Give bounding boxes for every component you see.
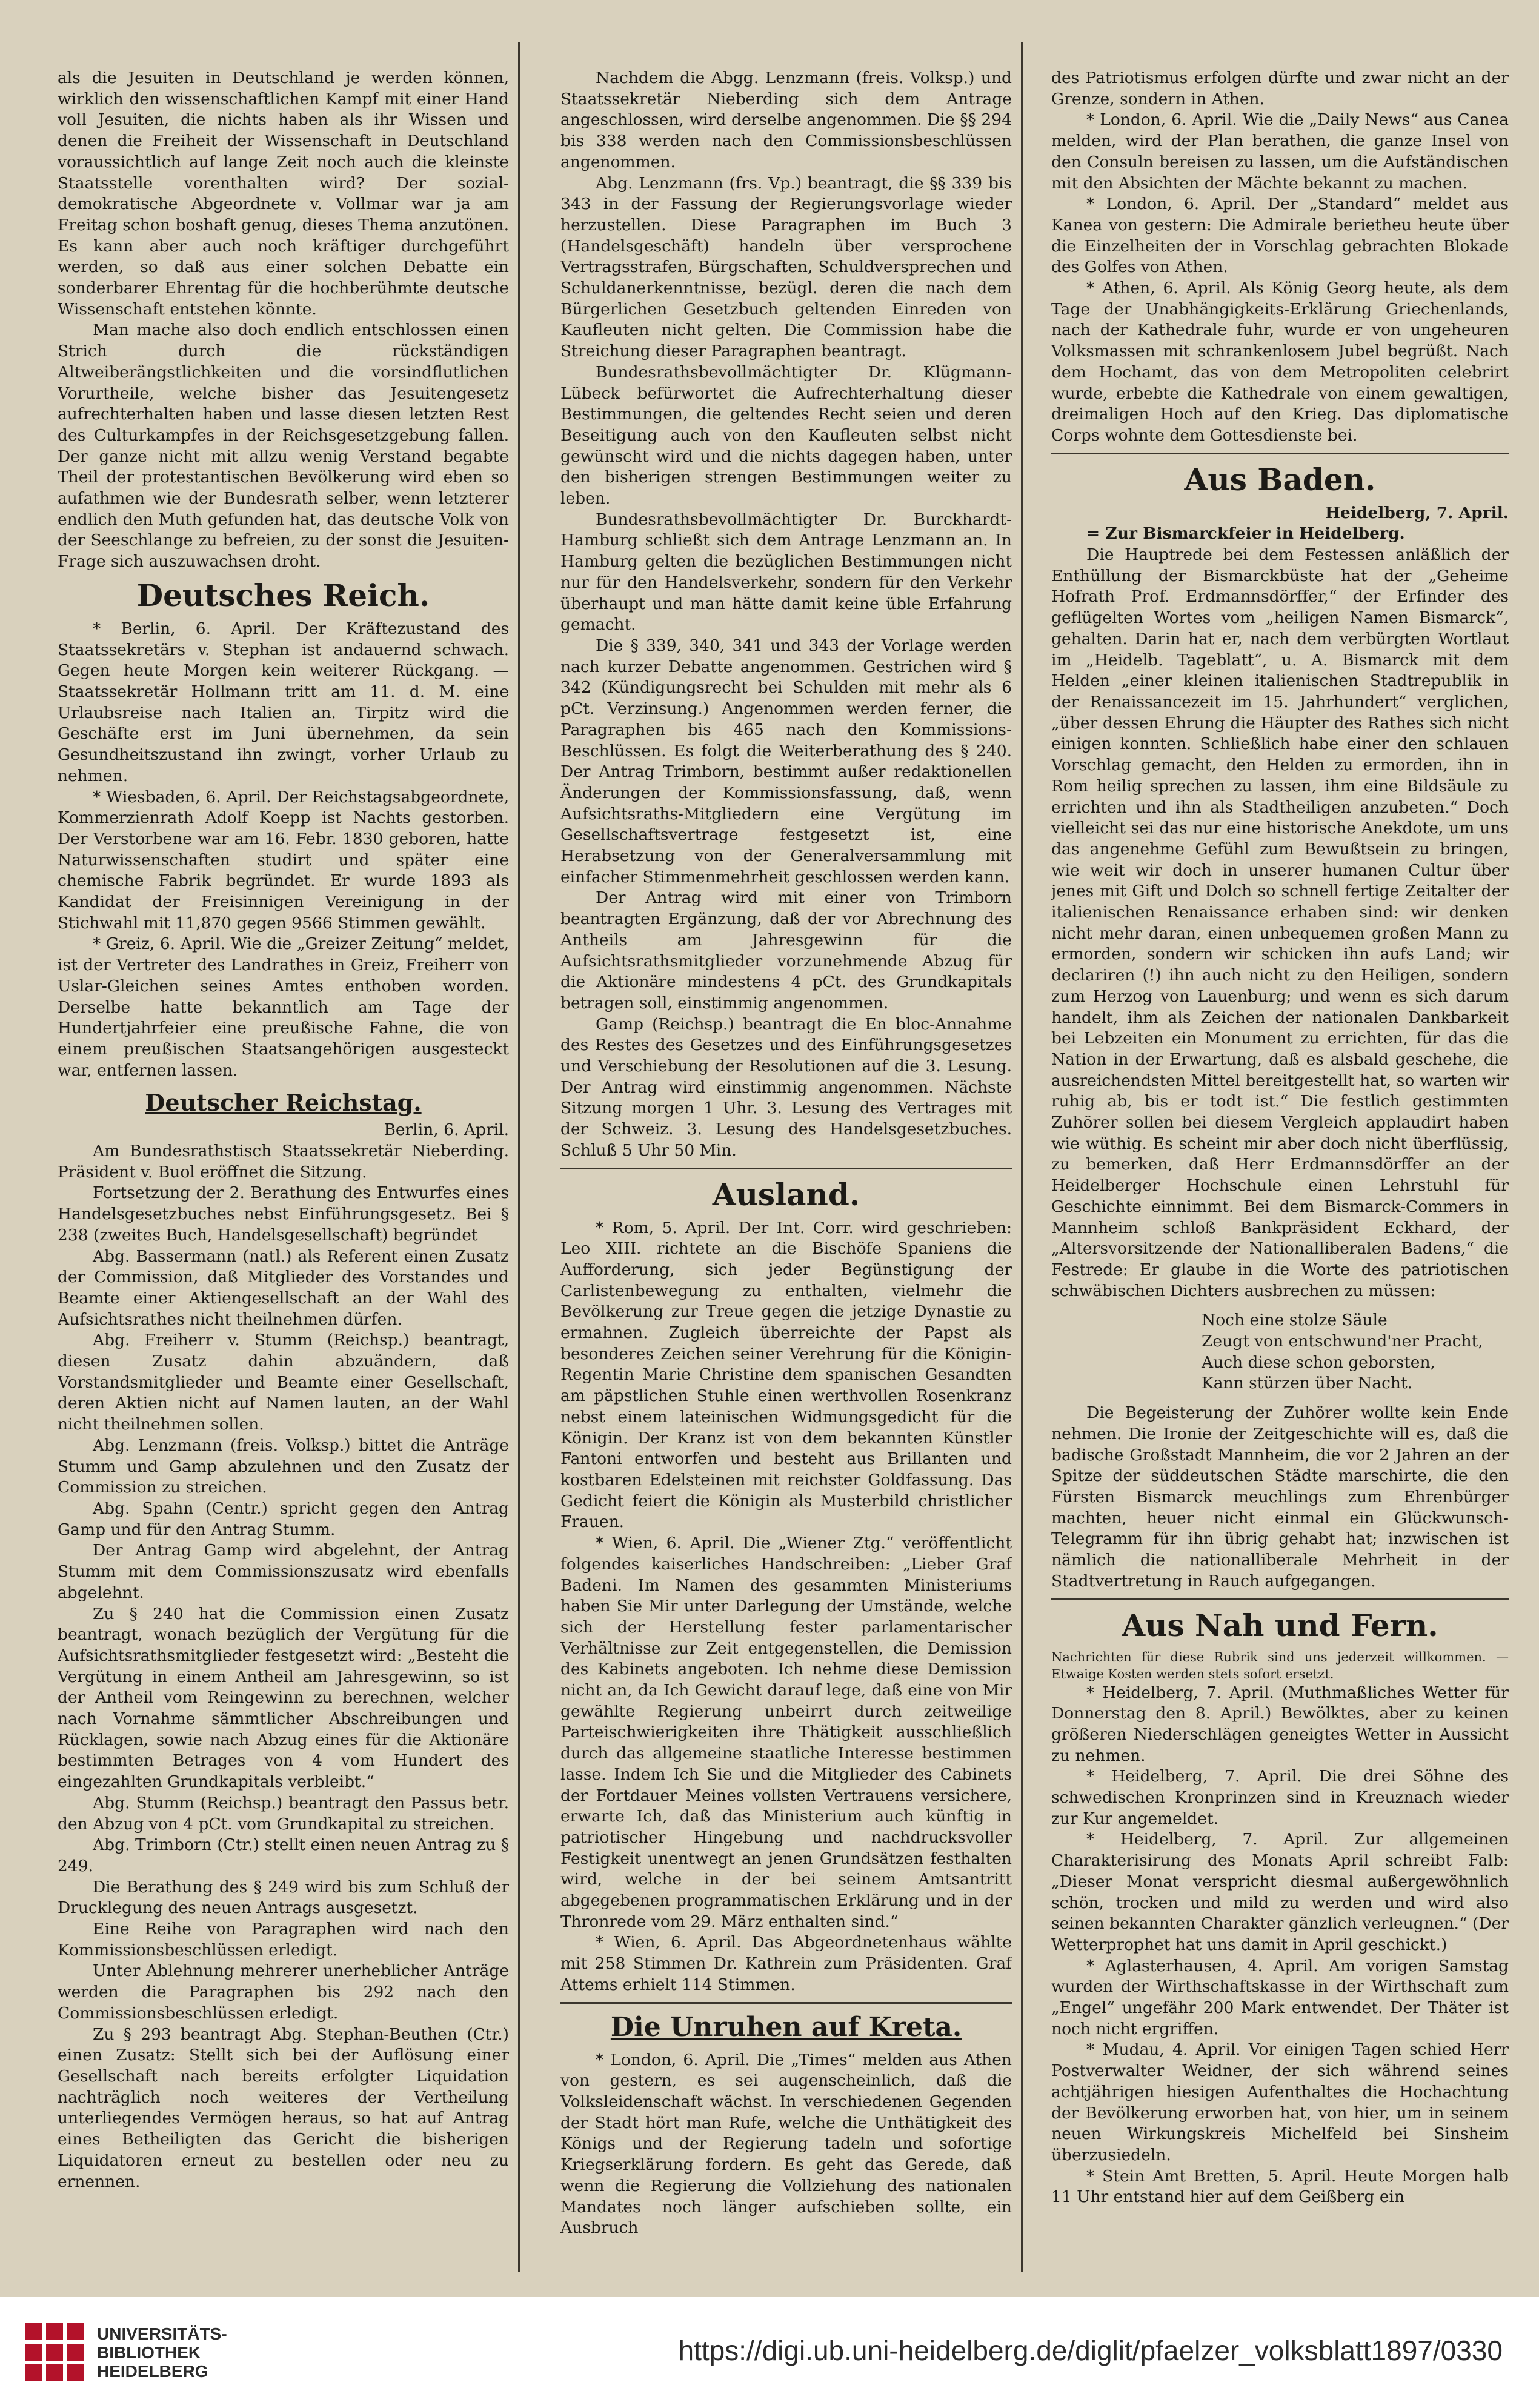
news-item: * Mudau, 4. April. Vor einigen Tagen schied Herr Postverwalter Weidner, der sich während seines achtjährigen hiesigen Aufenthaltes die Hochachtung der Bevölkerung erworben hat, von hier, um in seinem neuen Wirkungskreis Michelfeld bei Sinsheim überzusiedeln. <box>1051 2040 1509 2164</box>
news-item: Abg. Trimborn (Ctr.) stellt einen neuen Antrag zu § 249. <box>58 1835 509 1875</box>
paragraph: als die Jesuiten in Deutschland je werden können, wirklich den wissenschaftlichen Kampf mit einer Hand voll Jesuiten, die nichts haben als ihr Wissen und denen die Freiheit der Wissenschaft in Deutschland voraussichtlich auf lange Zeit noch auch die kleinste Staatsstelle vorenthalten wird? Der sozial-demokratische Abgeordnete v. Vollmar war ja am Freitag schon boshaft genug, dieses Thema anzutönen. Es kann aber auch noch kräftiger durchgeführt werden, so daß aus einer solchen Debatte ein sonderbarer Ehrentag für die hochberühmte deutsche Wissenschaft entstehen könnte. <box>58 68 509 319</box>
paragraph: Abg. Lenzmann (frs. Vp.) beantragt, die §§ 339 bis 343 in der Fassung der Regierungsvorlage wieder herzustellen. Diese Paragraphen im Buch 3 (Handelsgeschäft) handeln über versprochene Vertragsstrafen, Bürgschaften, Schuldversprechen und Schuldanerkenntnisse, bezügl. deren die nach dem Bürgerlichen Gesetzbuch geltenden Einreden von Kaufleuten nicht gelten. Die Commission habe die Streichung dieser Paragraphen beantragt. <box>560 173 1012 361</box>
news-item: * Aglasterhausen, 4. April. Am vorigen Samstag wurden der Wirthschaftskasse in der Wirthschaft zum „Engel“ ungefähr 200 Mark entwendet. Der Thäter ist noch nicht ergriffen. <box>1051 1956 1509 2038</box>
dateline: Berlin, 6. April. <box>384 1120 509 1140</box>
news-item: Die Begeisterung der Zuhörer wollte kein Ende nehmen. Die Ironie der Zeitgeschichte will es, daß die badische Großstadt Mannheim, die vor 2 Jahren an der Spitze der süddeutschen Städte marschirte, die den Fürsten Bismarck meuchlings zum Ehrenbürger machten, heuer nicht einmal ein Glückwunsch-Telegramm für ihn übrig gehabt hat; inzwischen ist nämlich die nationalliberale Mehrheit in der Stadtvertretung in Rauch aufgegangen. <box>1051 1403 1509 1591</box>
divider <box>560 2002 1012 2004</box>
source-url-link[interactable]: https://digi.ub.uni-heidelberg.de/diglit/pfaelzer_volksblatt1897/0330 <box>678 2335 1503 2366</box>
news-item: * Heidelberg, 7. April. Die drei Söhne des schwedischen Kronprinzen sind in Kreuznach wieder zur Kur angemeldet. <box>1051 1767 1509 1828</box>
news-item: Der Antrag Gamp wird abgelehnt, der Antrag Stumm mit dem Commissionszusatz wird ebenfalls abgelehnt. <box>58 1541 509 1602</box>
paragraph: Der Antrag wird mit einer von Trimborn beantragten Ergänzung, daß der vor Abrechnung des Antheils am Jahresgewinn für die Aufsichtsrathsmitglieder vorzunehmende Abzug für die Aktionäre mindestens 4 pCt. des Grundkapitals betragen soll, einstimmig angenommen. <box>560 888 1012 1013</box>
divider <box>1051 453 1509 454</box>
news-item: Die Hauptrede bei dem Festessen anläßlich der Enthüllung der Bismarckbüste hat der „Geheime Hofrath Prof. Erdmannsdörffer,“ der Erfinder des geflügelten Wortes vom „heiligen Namen Bismarck“, gehalten. Darin hat er, nach dem verbürgten Wortlaut im „Heidelb. Tageblatt“, u. A. Bismarck mit dem Helden „einer kleinen italienischen Stadtrepublik in der Renaissancezeit im 15. Jahrhundert“ verglichen, „über dessen Ehrung die Häupter des Rathes sich nicht einigen konnten. Schließlich habe einer den schlauen Vorschlag gemacht, den Helden zu ermorden, ihn in Rom heilig sprechen zu lassen, ihm eine Bildsäule zu errichten und ihn als Stadtheiligen anzubeten.“ Doch vielleicht sei das nur eine historische Anekdote, um uns das angenehme Gefühl zum Bewußtsein zu bringen, wie weit wir doch in unserer humanen Cultur über jenes mit Gift und Dolch so schnell fertige Zeitalter der italienischen Renaissance erhaben sind: wir denken nicht mehr daran, einen unbequemen großen Mann zu ermorden, sondern wir schicken ihn aufs Land; wir declariren (!) ihn auch nicht zu den Heiligen, sondern zum Herzog von Lauenburg; und wenn es sich darum handelt, ihm als Zeichen der nationalen Dankbarkeit bei Lebzeiten ein Monument zu errichten, für das die Nation in der Erwartung, daß es alsbald geschehe, die ausreichendsten Mittel bereitgestellt hat, so warten wir ruhig ab, bis er todt ist.“ Die festlich gestimmten Zuhörer sollen bei diesem Vergleich applaudirt haben wie wüthig. Es scheint mir aber doch nicht überflüssig, zu bemerken, daß Herr Erdmannsdörffer an der Heidelberger Hochschule einen Lehrstuhl für Geschichte einnimmt. Bei dem Bismarck-Commers in Mannheim schloß Bankpräsident Eckhard, der „Altersvorsitzende der Nationalliberalen Badens,“ die Festrede: Er glaube in die Worte des patriotischen schwäbischen Dichters ausbrechen zu müssen: <box>1051 545 1509 1300</box>
news-item: Eine Reihe von Paragraphen wird nach den Kommissionsbeschlüssen erledigt. <box>58 1920 509 1960</box>
column-3 <box>1051 68 1509 2273</box>
news-item: * London, 6. April. Wie die „Daily News“ aus Canea melden, wird der Plan berathen, die ganze Insel von den Consuln bereisen zu lassen, um die Aufständischen mit den Absichten der Mächte bekannt zu machen. <box>1051 110 1509 193</box>
institution-line: UNIVERSITÄTS- <box>97 2324 227 2343</box>
divider <box>1051 1598 1509 1600</box>
verse-block <box>1051 1310 1509 1394</box>
news-item: * London, 6. April. Der „Standard“ meldet aus Kanea von gestern: Die Admirale berietheu heute über die Einzelheiten der in Vorschlag gebrachten Blokade des Golfes von Athen. <box>1051 195 1509 277</box>
column-1 <box>58 68 509 2273</box>
news-item: * Rom, 5. April. Der Int. Corr. wird geschrieben: Leo XIII. richtete an die Bischöfe Spaniens die Aufforderung, sich jeder Begünstigung der Carlistenbewegung zu enthalten, vielmehr die Bevölkerung zur Treue gegen die jetzige Dynastie zu ermahnen. Zugleich überreichte der Papst als besonderes Zeichen seiner Verehrung für die Königin-Regentin Marie Christine dem spanischen Gesandten am päpstlichen Stuhle einen werthvollen Rosenkranz nebst einem lateinischen Widmungsgedicht für die Königin. Der Kranz ist von dem bekannten Künstler Fantoni entworfen und besteht aus Brillanten und kostbaren Edelsteinen mit reichster Goldfassung. Das Gedicht feiert die Königin als Musterbild christlicher Frauen. <box>560 1218 1012 1532</box>
institution-line: BIBLIOTHEK <box>97 2343 201 2362</box>
news-item: * Wiesbaden, 6. April. Der Reichstagsabgeordnete, Kommerzienrath Adolf Koepp ist Nachts gestorben. Der Verstorbene war am 16. Febr. 1830 geboren, hatte Naturwissenschaften studirt und später eine chemische Fabrik begründet. Er wurde 1893 als Kandidat der Freisinnigen Vereinigung in der Stichwahl mit 11,870 gegen 9566 Stimmen gewählt. <box>58 787 509 933</box>
news-item: Abg. Spahn (Centr.) spricht gegen den Antrag Gamp und für den Antrag Stumm. <box>58 1499 509 1539</box>
news-item: * Stein Amt Bretten, 5. April. Heute Morgen halb 11 Uhr entstand hier auf dem Geißberg ein <box>1051 2166 1509 2207</box>
paragraph: Bundesrathsbevollmächtigter Dr. Burckhardt-Hamburg schließt sich dem Antrage Lenzmann an. In Hamburg gelten die bezüglichen Bestimmungen nicht nur für den Handelsverkehr, sondern für den Verkehr überhaupt und man hätte damit keine üble Erfahrung gemacht. <box>560 510 1012 634</box>
institution-line: HEIDELBERG <box>97 2362 208 2381</box>
news-item: Abg. Freiherr v. Stumm (Reichsp.) beantragt, diesen Zusatz dahin abzuändern, daß Vorstandsmitglieder und Beamte einer Gesellschaft, deren Aktien nicht auf Namen lauten, an der Wahl nicht theilnehmen sollen. <box>58 1331 509 1434</box>
col1-top-text <box>58 68 509 573</box>
paragraph: Man mache also doch endlich entschlossen einen Strich durch die rückständigen Altweiberängstlichkeiten und die vorsindflutlichen Vorurtheile, welche bisher das Jesuitengesetz aufrechterhalten haben und lasse diesen letzten Rest des Culturkampfes in der Reichsgesetzgebung fallen. Der ganze nicht mit allzu wenig Verstand begabte Theil der protestantischen Bevölkerung wird eben so aufathmen wie der Bundesrath selber, wenn letzterer endlich den Muth gefunden hat, das deutsche Volk von der Seeschlange zu befreien, zu der sonst die Jesuiten-Frage sich auszuwachsen droht. <box>58 321 509 571</box>
institution-name <box>97 2324 227 2381</box>
verse-line: Noch eine stolze Säule <box>1202 1311 1388 1330</box>
university-library-logo-icon <box>23 2321 86 2384</box>
subtitle: = Zur Bismarckfeier in Heidelberg. <box>1086 524 1405 544</box>
news-item: Die Berathung des § 249 wird bis zum Schluß der Drucklegung des neuen Antrags ausgesetzt. <box>58 1877 509 1918</box>
column-rule <box>1021 42 1023 2272</box>
news-item: Abg. Bassermann (natl.) als Referent einen Zusatz der Commission, daß Mitglieder des Vorstandes und Beamte einer Aktiengesellschaft an der Wahl des Aufsichtsrathes nicht theilnehmen dürfen. <box>58 1246 509 1329</box>
news-item: * Greiz, 6. April. Wie die „Greizer Zeitung“ meldet, ist der Vertreter des Landrathes in Greiz, Freiherr von Uslar-Gleichen seines Amtes enthoben worden. Derselbe hatte bekanntlich am Tage der Hundertjahrfeier eine preußische Fahne, die von einem preußischen Staatsangehörigen ausgesteckt war, entfernen lassen. <box>58 934 509 1080</box>
news-item: Abg. Lenzmann (freis. Volksp.) bittet die Anträge Stumm und Gamp abzulehnen und den Zusatz der Commission zu streichen. <box>58 1435 509 1497</box>
news-item: Unter Ablehnung mehrerer unerheblicher Anträge werden die Paragraphen bis 292 nach den Commissionsbeschlüssen erledigt. <box>58 1961 509 2023</box>
paragraph: Nachdem die Abgg. Lenzmann (freis. Volksp.) und Staatssekretär Nieberding sich dem Antrage angeschlossen, wird derselbe angenommen. Die §§ 294 bis 338 werden nach den Commissionsbeschlüssen angenommen. <box>560 68 1012 171</box>
divider <box>560 1168 1012 1169</box>
section-title-kreta: Die Unruhen auf Kreta. <box>610 2011 962 2043</box>
column-2 <box>560 68 1012 2273</box>
news-item: * Wien, 6. April. Das Abgeordnetenhaus wählte mit 258 Stimmen Dr. Kathrein zum Präsidenten. Graf Attems erhielt 114 Stimmen. <box>560 1933 1012 1994</box>
news-item: Fortsetzung der 2. Berathung des Entwurfes eines Handelsgesetzbuches nebst Einführungsgesetz. Bei § 238 (zweites Buch, Handelsgesellschaft) begründet <box>58 1183 509 1245</box>
verse-line: Kann stürzen über Nacht. <box>1202 1374 1413 1393</box>
news-item: Zu § 240 hat die Commission einen Zusatz beantragt, wonach bezüglich der Vergütung für die Aufsichtsrathsmitglieder festgesetzt wird: „Besteht die Vergütung in einem Antheil am Jahresgewinn, so ist der Antheil vom Reingewinn zu berechnen, welcher nach Vornahme sämmtlicher Abschreibungen und Rücklagen, sowie nach Abzug eines für die Aktionäre bestimmten Betrages von 4 vom Hundert des eingezahlten Grundkapitals verbleibt.“ <box>58 1604 509 1792</box>
section-title-aus-baden: Aus Baden. <box>1184 461 1376 497</box>
paragraph: Die § 339, 340, 341 und 343 der Vorlage werden nach kurzer Debatte angenommen. Gestrichen wird § 342 (Kündigungsrecht bei Schulden mit mehr als 6 pCt. Verzinsung.) Angenommen werden ferner, die Paragraphen bis 465 nach den Kommissions-Beschlüssen. Es folgt die Weiterberathung des § 240. Der Antrag Trimborn, bestimmt außer redaktionellen Änderungen der Kommissionsfassung, daß, wenn Aufsichtsraths-Mitgliedern eine Vergütung im Gesellschaftsvertrage festgesetzt ist, eine Herabsetzung von der Generalversammlung mit einfacher Stimmenmehrheit geschlossen werden kann. <box>560 636 1012 886</box>
verse-line: Zeugt von entschwund'ner Pracht, <box>1202 1332 1483 1351</box>
section-title-aus-nah-und-fern: Aus Nah und Fern. <box>1122 1607 1438 1643</box>
news-item: Zu § 293 beantragt Abg. Stephan-Beuthen (Ctr.) einen Zusatz: Stellt sich bei der Auflösung einer Gesellschaft nach bereits erfolgter Liquidation nachträglich noch weiteres der Vertheilung unterliegendes Vermögen heraus, so hat auf Antrag eines Betheiligten das Gericht die bisherigen Liquidatoren erneut zu bestellen oder neu zu ernennen. <box>58 2024 509 2191</box>
news-item: * Heidelberg, 7. April. (Muthmaßliches Wetter für Donnerstag den 8. April.) Bewölktes, aber zu keinen größeren Niederschlägen geneigtes Wetter in Aussicht zu nehmen. <box>1051 1683 1509 1765</box>
paragraph: Bundesrathsbevollmächtigter Dr. Klügmann-Lübeck befürwortet die Aufrechterhaltung dieser Bestimmungen, die geltendes Recht seien und deren Beseitigung auch von den Kaufleuten selbst nicht gewünscht wird und die nichts dagegen haben, unter den bisherigen strengen Bestimmungen weiter zu leben. <box>560 362 1012 508</box>
section-title-ausland: Ausland. <box>712 1176 860 1212</box>
news-item: Am Bundesrathstisch Staatssekretär Nieberding. Präsident v. Buol eröffnet die Sitzung. <box>58 1142 509 1182</box>
section-title-deutsches-reich: Deutsches Reich. <box>136 577 430 613</box>
paragraph: des Patriotismus erfolgen dürfte und zwar nicht an der Grenze, sondern in Athen. <box>1051 68 1509 108</box>
library-footer <box>0 2297 1539 2408</box>
section-note: Nachrichten für diese Rubrik sind uns jederzeit willkommen. — Etwaige Kosten werden stets sofort ersetzt. <box>1051 1649 1509 1681</box>
dateline: Heidelberg, 7. April. <box>1325 503 1509 522</box>
news-item: * Wien, 6. April. Die „Wiener Ztg.“ veröffentlicht folgendes kaiserliches Handschreiben: „Lieber Graf Badeni. Im Namen des gesammten Ministeriums haben Sie Mir unter Darlegung der Umstände, welche sich der Herstellung fester parlamentarischer Verhältnisse zur Zeit entgegenstellen, die Demission des Kabinets angeboten. Ich nehme diese Demission nicht an, da Ich Gewicht darauf lege, daß eine von Mir gewählte Regierung unbeirrt durch zeitweilige Parteischwierigkeiten ihre Thätigkeit ausschließlich durch das allgemeine staatliche Interesse bestimmen lasse. Indem Ich Sie und die Mitglieder des Cabinets der Fortdauer Meines vollsten Vertrauens versichere, erwarte Ich, daß das Ministerium auch künftig in patriotischer Hingebung und nachdrucksvoller Festigkeit unentwegt an jenen Grundsätzen festhalten wird, welche in der bei seinem Amtsantritt abgegebenen programmatischen Erklärung und in der Thronrede vom 29. März enthalten sind.“ <box>560 1534 1012 1931</box>
section-title-reichstag: Deutscher Reichstag. <box>145 1089 422 1117</box>
news-item: * London, 6. April. Die „Times“ melden aus Athen von gestern, es sei augenscheinlich, daß die Volksleidenschaft wächst. In verschiedenen Gegenden der Stadt hört man Rufe, welche die Unthätigkeit des Königs und der Regierung tadeln und sofortige Kriegserklärung fordern. Es geht das Gerede, daß wenn die Regierung die Vollziehung des nationalen Mandates noch länger aufschieben sollte, ein Ausbruch <box>560 2050 1012 2238</box>
column-rule <box>518 42 520 2272</box>
paragraph: Gamp (Reichsp.) beantragt die En bloc-Annahme des Restes des Gesetzes und des Einführungsgesetzes und Verschiebung der Resolutionen auf die 3. Lesung. Der Antrag wird einstimmig angenommen. Nächste Sitzung morgen 1 Uhr. 3. Lesung des Vertrages mit der Schweiz. 3. Lesung des Handelsgesetzbuches. Schluß 5 Uhr 50 Min. <box>560 1014 1012 1160</box>
news-item: * Athen, 6. April. Als König Georg heute, als dem Tage der Unabhängigkeits-Erklärung Griechenlands, nach der Kathedrale fuhr, wurde er von ungeheuren Volksmassen mit schrankenlosem Jubel begrüßt. Nach dem Hochamt, das von dem Metropoliten celebrirt wurde, erbebte die Kathedrale von einem gewaltigen, dreimaligen Hoch auf den Krieg. Das diplomatische Corps wohnte dem Gottesdienste bei. <box>1051 279 1509 445</box>
verse-line: Auch diese schon geborsten, <box>1202 1352 1435 1372</box>
news-item: Abg. Stumm (Reichsp.) beantragt den Passus betr. den Abzug von 4 pCt. vom Grundkapital zu streichen. <box>58 1793 509 1834</box>
news-item: * Heidelberg, 7. April. Zur allgemeinen Charakterisirung des Monats April schreibt Falb: „Dieser Monat verspricht diesmal außergewöhnlich schön, trocken und mild zu werden und wird also seinen bekannten Charakter gänzlich verleugnen.“ (Der Wetterprophet hat uns damit in April geschickt.) <box>1051 1830 1509 1954</box>
news-item: * Berlin, 6. April. Der Kräftezustand des Staatssekretärs v. Stephan ist andauernd schwach. Gegen heute Morgen kein weiterer Rückgang. — Staatssekretär Hollmann tritt am 11. d. M. eine Urlaubsreise nach Italien an. Tirpitz wird die Geschäfte erst im Juni übernehmen, da sein Gesundheitszustand ihn zwingt, vorher Urlaub zu nehmen. <box>58 619 509 785</box>
